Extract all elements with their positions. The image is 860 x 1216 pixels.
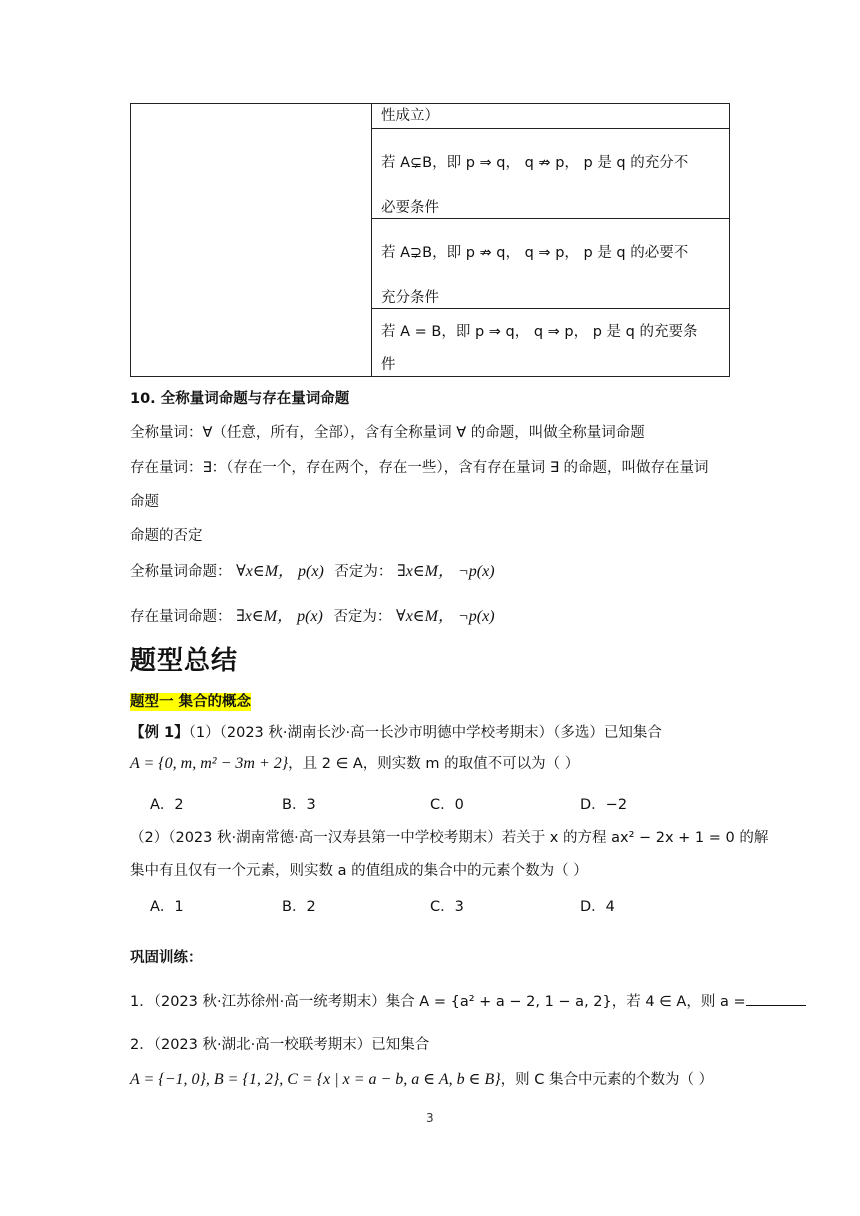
table-row-divider bbox=[371, 128, 729, 129]
universal-prop-label: 全称量词命题： bbox=[130, 564, 232, 580]
page-number: 3 bbox=[426, 1111, 434, 1125]
universal-neg-math: ∃x∈M， ¬p(x) bbox=[397, 563, 495, 580]
table-column-divider bbox=[371, 104, 372, 376]
universal-quantifier-line: 全称量词：∀（任意，所有，全部），含有全称量词 ∀ 的命题，叫做全称量词命题 bbox=[130, 425, 645, 441]
answer-blank bbox=[746, 991, 806, 1006]
existential-neg-math: ∀x∈M， ¬p(x) bbox=[396, 608, 495, 625]
practice-2-text: ，则 C 集合中元素的个数为（ ） bbox=[500, 1072, 714, 1088]
universal-proposition-line bbox=[130, 558, 495, 581]
condition-table bbox=[130, 103, 730, 377]
type1-label-wrap bbox=[130, 690, 251, 711]
q1-option-b: B．3 bbox=[282, 797, 316, 813]
existential-proposition-line bbox=[130, 603, 495, 626]
q2-line2: 集中有且仅有一个元素，则实数 a 的值组成的集合中的元素个数为（ ） bbox=[130, 863, 588, 879]
table-row-divider bbox=[371, 308, 729, 309]
section-10-heading: 10. 全称量词命题与存在量词命题 bbox=[130, 391, 350, 407]
table-row-divider bbox=[371, 218, 729, 219]
q2-option-d: D．4 bbox=[580, 899, 615, 915]
table-cell-row1: 性成立） bbox=[381, 108, 439, 124]
existential-prop-math: ∃x∈M， p(x) bbox=[236, 608, 323, 625]
example-tag: 【例 1】 bbox=[130, 725, 189, 741]
example1-line1 bbox=[130, 721, 662, 742]
practice-1-text: 1．（2023 秋·江苏徐州·高一统考期末）集合 A = {a² + a − 2, 1 − a, 2}，若 4 ∈ A，则 a = bbox=[130, 994, 746, 1010]
q2-option-c: C．3 bbox=[430, 899, 464, 915]
summary-heading: 题型总结 bbox=[130, 646, 239, 676]
negation-title: 命题的否定 bbox=[130, 528, 203, 544]
q1-text-line2: ，且 2 ∈ A，则实数 m 的取值不可以为（ ） bbox=[288, 756, 580, 772]
q1-text-line1: （1）（2023 秋·湖南长沙·高一长沙市明德中学校考期末）（多选）已知集合 bbox=[188, 725, 662, 741]
table-cell-row3-line1: 若 A⊋B，即 p ⇏ q， q ⇒ p， p 是 q 的必要不 bbox=[381, 245, 689, 261]
existential-prop-label: 存在量词命题： bbox=[130, 609, 232, 625]
table-cell-row2-line2: 必要条件 bbox=[381, 200, 439, 216]
table-cell-row4-line2: 件 bbox=[381, 357, 396, 373]
table-cell-row2-line1: 若 A⊊B，即 p ⇒ q， q ⇏ p， p 是 q 的充分不 bbox=[381, 155, 689, 171]
universal-neg-label: 否定为： bbox=[334, 564, 393, 580]
practice-1 bbox=[130, 990, 806, 1011]
q2-line1: （2）（2023 秋·湖南常德·高一汉寿县第一中学校考期末）若关于 x 的方程 ax² − 2x + 1 = 0 的解 bbox=[130, 830, 769, 846]
existential-neg-label: 否定为： bbox=[333, 609, 392, 625]
q1-option-a: A．2 bbox=[150, 797, 184, 813]
practice-2-line1: 2．（2023 秋·湖北·高一校联考期末）已知集合 bbox=[130, 1037, 430, 1053]
example1-line2 bbox=[130, 752, 579, 773]
table-cell-row4-line1: 若 A = B，即 p ⇒ q， q ⇒ p， p 是 q 的充要条 bbox=[381, 324, 698, 340]
q1-option-c: C．0 bbox=[430, 797, 464, 813]
practice-2-math: A = {−1, 0}, B = {1, 2}, C = {x | x = a − b, a ∈ A, b ∈ B} bbox=[130, 1071, 501, 1088]
practice-2-line2 bbox=[130, 1068, 713, 1089]
type1-label: 题型一 集合的概念 bbox=[130, 694, 252, 710]
existential-quantifier-line-2: 命题 bbox=[130, 494, 159, 510]
q2-option-b: B．2 bbox=[282, 899, 316, 915]
existential-quantifier-line: 存在量词：∃：（存在一个，存在两个，存在一些），含有存在量词 ∃ 的命题，叫做存在量词 bbox=[130, 460, 709, 476]
universal-prop-math: ∀x∈M， p(x) bbox=[236, 563, 324, 580]
table-cell-row3-line2: 充分条件 bbox=[381, 290, 439, 306]
q1-math: A = {0, m, m² − 3m + 2} bbox=[130, 755, 289, 772]
q2-option-a: A．1 bbox=[150, 899, 184, 915]
q1-option-d: D．−2 bbox=[580, 797, 628, 813]
practice-heading: 巩固训练： bbox=[130, 950, 203, 966]
